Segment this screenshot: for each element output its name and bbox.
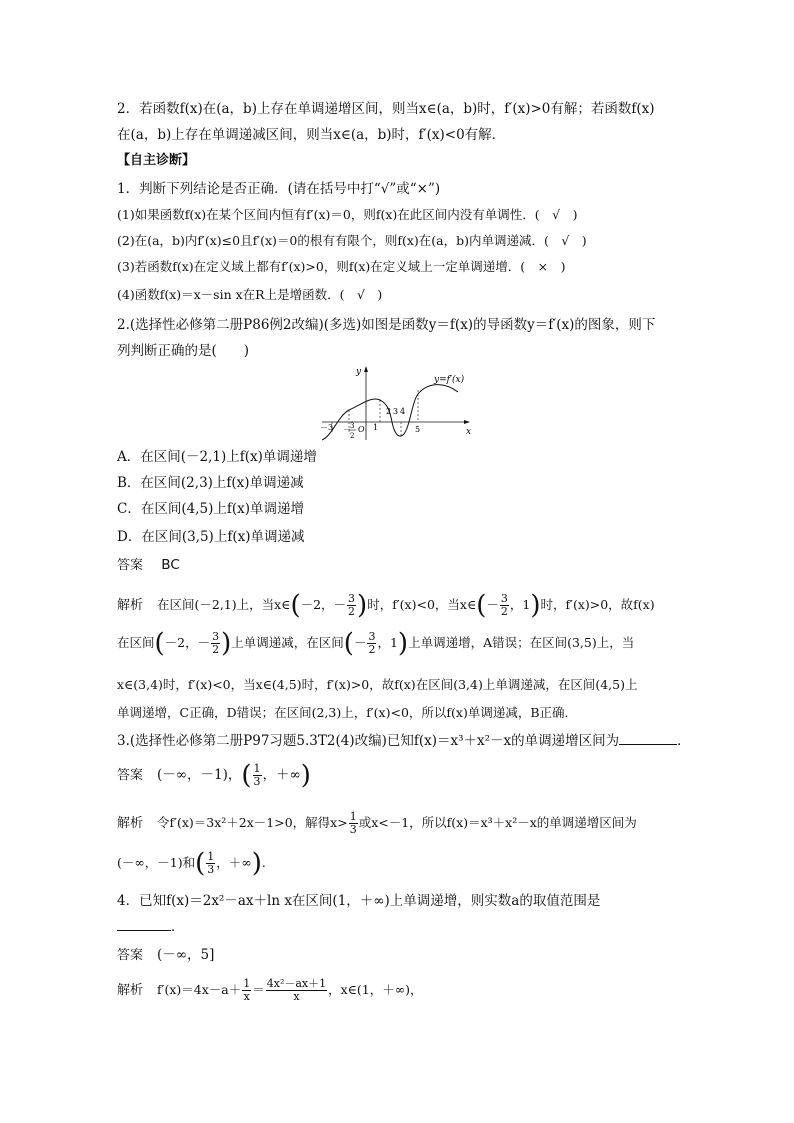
question-1: 1．判断下列结论是否正确．(请在括号中打“√”或“×”): [117, 181, 441, 197]
answer-4: 答案 (－∞，5]: [117, 947, 215, 963]
option-a: A．在区间(－2,1)上f(x)单调递增: [117, 449, 317, 465]
answer-blank: [117, 918, 171, 931]
question-1-item: (2)在(a，b)内f′(x)≤0且f′(x)＝0的根有有限个，则f(x)在(a，b)内单调递减．( √ ): [117, 233, 587, 248]
text-line: 2．若函数f(x)在(a，b)上存在单调递增区间，则当x∈(a，b)时，f′(x)>0有解；若函数f(x): [117, 101, 655, 117]
origin-label: O: [358, 425, 365, 434]
tick-fraction-num: 3: [350, 422, 355, 430]
tick-label: 4: [400, 407, 406, 416]
text-line: 在(a，b)上存在单调递减区间，则当x∈(a，b)时，f′(x)<0有解．: [117, 127, 506, 143]
analysis-2-line: 单调递增，C正确，D错误；在区间(2,3)上，f′(x)<0，所以f(x)单调递减，B正确．: [117, 705, 578, 720]
answer-blank: [619, 732, 677, 745]
question-1-item: (1)如果函数f(x)在某个区间内恒有f′(x)＝0，则f(x)在此区间内没有单调性．( √ ): [117, 207, 578, 222]
analysis-3-line: (－∞，－1)和( $\frac{1}{3}$ ，＋∞).: [117, 848, 266, 879]
question-1-item: (4)函数f(x)＝x－sin x在R上是增函数．( √ ): [117, 287, 383, 302]
y-axis-arrow-icon: [364, 366, 368, 372]
derivative-graph: [318, 360, 478, 444]
analysis-2-line: 解析 在区间(－2,1)上，当x∈(－2，－ $\frac{3}{2}$ )时，f′(x)<0，当x∈(－ $\frac{3}{2}$ ，1)时，f′(x)>0，故f(x): [117, 590, 655, 621]
analysis-4-line: 解析 f′(x)＝4x－a＋ $\frac{1}{x}$ ＝ $\frac{\text{4x²－ax＋1}}{x}$ ，x∈(1，＋∞)，: [117, 977, 423, 1003]
tick-label: 2: [386, 407, 392, 416]
tick-label: 5: [415, 425, 421, 434]
tick-fraction-den: 2: [350, 432, 355, 440]
question-1-item: (3)若函数f(x)在定义域上都有f′(x)>0，则f(x)在定义域上一定单调递增．( × ): [117, 259, 566, 274]
question-2: 2.(选择性必修第二册P86例2改编)(多选)如图是函数y＝f(x)的导函数y＝f′(x)的图象，则下: [117, 317, 656, 333]
tick-label: 1: [373, 423, 379, 432]
analysis-2-line: x∈(3,4)时，f′(x)<0，当x∈(4,5)时，f′(x)>0，故f(x)在区间(3,4)上单调递减，在区间(4,5)上: [117, 677, 638, 692]
section-heading: 【自主诊断】: [117, 153, 196, 168]
x-axis-arrow-icon: [464, 420, 470, 424]
tick-label: －3: [320, 423, 334, 432]
tick-label: 3: [393, 407, 399, 416]
x-axis-label: x: [466, 427, 472, 437]
option-c: C．在区间(4,5)上f(x)单调递增: [117, 501, 304, 517]
option-d: D．在区间(3,5)上f(x)单调递减: [117, 529, 305, 545]
analysis-2-line: 在区间(－2，－ $\frac{3}{2}$ )上单调递减，在区间(－ $\frac{3}{2}$ ，1)上单调递增，A错误；在区间(3,5)上，当: [117, 628, 635, 659]
answer-value: BC: [161, 557, 180, 573]
y-axis-label: y: [356, 367, 362, 377]
answer-label: 答案: [117, 558, 144, 573]
option-b: B．在区间(2,3)上f(x)单调递减: [117, 475, 304, 491]
answer-3: 答案 (－∞，－1)，( $\frac{1}{3}$ ，＋∞): [117, 760, 311, 791]
question-4: 4．已知f(x)＝2x²－ax＋ln x在区间(1，＋∞)上单调递增，则实数a的取值范围是: [117, 893, 601, 909]
curve-label: y=f′(x): [434, 375, 465, 385]
answer-2: [117, 556, 180, 575]
question-2: 列判断正确的是( ): [117, 343, 250, 359]
analysis-label: 解析: [117, 598, 144, 613]
analysis-3-line: 解析 令f′(x)＝3x²＋2x－1>0，解得x> $\frac{1}{3}$ 或x<－1，所以f(x)＝x³＋x²－x的单调递增区间为: [117, 810, 637, 836]
question-4: ．: [117, 918, 185, 936]
tick-label: －: [343, 425, 351, 434]
question-3: 3.(选择性必修第二册P97习题5.3T2(4)改编)已知f(x)＝x³＋x²－x的单调递增区间为 ．: [117, 733, 691, 749]
